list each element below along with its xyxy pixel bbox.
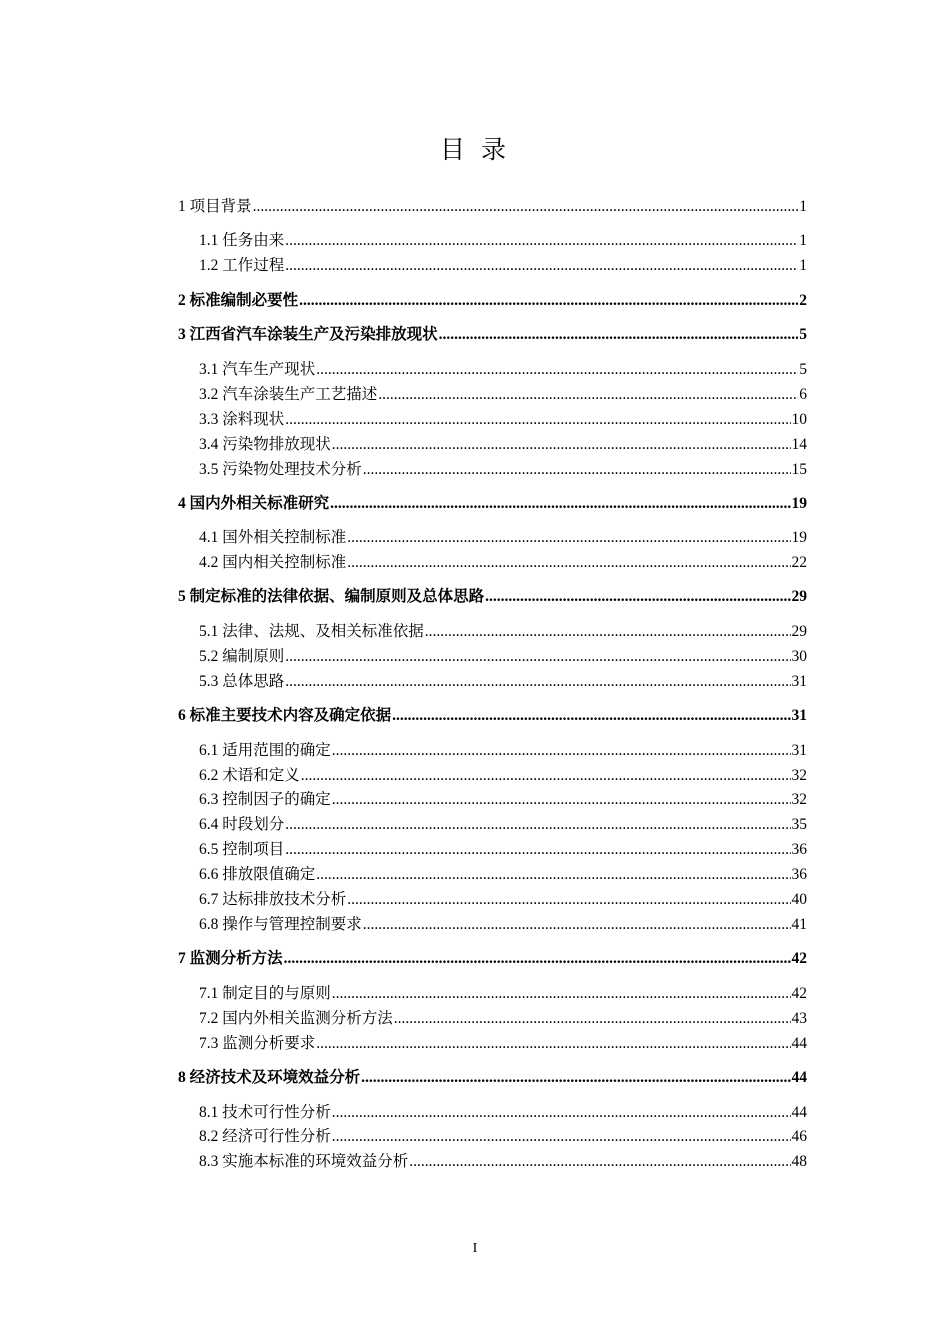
toc-entry-label: 7 监测分析方法 bbox=[178, 950, 283, 967]
toc-dot-leader bbox=[316, 359, 798, 381]
toc-entry-page: 36 bbox=[791, 866, 807, 883]
toc-entry-page: 19 bbox=[791, 495, 807, 512]
toc-dot-leader bbox=[285, 839, 790, 861]
toc-entry[interactable] bbox=[178, 290, 807, 312]
toc-entry-page: 15 bbox=[791, 461, 807, 478]
toc-entry[interactable] bbox=[199, 789, 807, 811]
toc-entry-label: 5.2 编制原则 bbox=[199, 648, 285, 665]
toc-entry[interactable] bbox=[199, 230, 807, 252]
toc-entry-label: 7.1 制定目的与原则 bbox=[199, 985, 331, 1002]
page-number: I bbox=[472, 1241, 478, 1256]
toc-entry-label: 1 项目背景 bbox=[178, 198, 252, 215]
toc-dot-leader bbox=[425, 621, 791, 643]
toc-entry[interactable] bbox=[199, 864, 807, 886]
toc-dot-leader bbox=[301, 765, 791, 787]
toc-entry-label: 1.1 任务由来 bbox=[199, 232, 285, 249]
toc-entry[interactable] bbox=[199, 384, 807, 406]
toc-entry[interactable] bbox=[178, 324, 807, 346]
toc-entry-page: 29 bbox=[791, 588, 807, 605]
toc-entry-page: 30 bbox=[791, 648, 807, 665]
toc-entry-page: 44 bbox=[791, 1069, 807, 1086]
toc-dot-leader bbox=[363, 914, 791, 936]
toc-entry-page: 46 bbox=[791, 1128, 807, 1145]
toc-dot-leader bbox=[332, 1126, 791, 1148]
toc-entry-label: 3.5 污染物处理技术分析 bbox=[199, 461, 362, 478]
toc-entry-label: 7.3 监测分析要求 bbox=[199, 1035, 316, 1052]
toc-entry-page: 31 bbox=[791, 707, 807, 724]
toc-dot-leader bbox=[285, 255, 798, 277]
toc-entry-label: 6.2 术语和定义 bbox=[199, 767, 300, 784]
toc-entry[interactable] bbox=[178, 948, 807, 970]
toc-entry[interactable] bbox=[199, 359, 807, 381]
toc-entry[interactable] bbox=[199, 1033, 807, 1055]
toc-dot-leader bbox=[332, 1102, 791, 1124]
toc-entry-label: 3.2 汽车涂装生产工艺描述 bbox=[199, 386, 378, 403]
toc-entry-page: 22 bbox=[791, 554, 807, 571]
toc-entry[interactable] bbox=[199, 765, 807, 787]
toc-dot-leader bbox=[332, 434, 791, 456]
toc-dot-leader bbox=[332, 740, 791, 762]
toc-entry-page: 42 bbox=[791, 950, 807, 967]
toc-dot-leader bbox=[285, 646, 790, 668]
toc-entry[interactable] bbox=[199, 983, 807, 1005]
toc-dot-leader bbox=[330, 493, 790, 515]
toc-entry[interactable] bbox=[199, 814, 807, 836]
toc-dot-leader bbox=[285, 671, 790, 693]
toc-entry-page: 1 bbox=[799, 198, 807, 215]
toc-title: 目 录 bbox=[440, 135, 510, 164]
toc-entry-label: 8.3 实施本标准的环境效益分析 bbox=[199, 1153, 409, 1170]
toc-entry-label: 3.4 污染物排放现状 bbox=[199, 436, 331, 453]
toc-entry-page: 41 bbox=[791, 916, 807, 933]
toc-dot-leader bbox=[361, 1067, 790, 1089]
toc-entry-page: 6 bbox=[799, 386, 807, 403]
toc-entry-page: 35 bbox=[791, 816, 807, 833]
toc-entry-page: 32 bbox=[791, 767, 807, 784]
toc-entry[interactable] bbox=[178, 493, 807, 515]
toc-entry-page: 5 bbox=[799, 326, 807, 343]
toc-entry-page: 2 bbox=[799, 292, 807, 309]
toc-entry-label: 6.3 控制因子的确定 bbox=[199, 791, 331, 808]
toc-entry-label: 3.3 涂料现状 bbox=[199, 411, 285, 428]
toc-entry-page: 5 bbox=[799, 361, 807, 378]
toc-dot-leader bbox=[409, 1151, 790, 1173]
toc-entry[interactable] bbox=[199, 409, 807, 431]
toc-entry-label: 5.3 总体思路 bbox=[199, 673, 285, 690]
toc-dot-leader bbox=[394, 1008, 791, 1030]
toc-entry-page: 19 bbox=[791, 529, 807, 546]
toc-dot-leader bbox=[347, 552, 790, 574]
toc-entry-page: 44 bbox=[791, 1035, 807, 1052]
toc-entry[interactable] bbox=[178, 705, 807, 727]
toc-entry-label: 8 经济技术及环境效益分析 bbox=[178, 1069, 361, 1086]
toc-entry-label: 4.2 国内相关控制标准 bbox=[199, 554, 347, 571]
toc-entry-page: 44 bbox=[791, 1104, 807, 1121]
toc-entry-label: 6 标准主要技术内容及确定依据 bbox=[178, 707, 392, 724]
toc-entry[interactable] bbox=[199, 459, 807, 481]
toc-entry-label: 6.7 达标排放技术分析 bbox=[199, 891, 347, 908]
toc-entry[interactable] bbox=[199, 1126, 807, 1148]
toc-entry[interactable] bbox=[199, 434, 807, 456]
toc-dot-leader bbox=[285, 230, 798, 252]
toc-entry[interactable] bbox=[199, 621, 807, 643]
toc-entry-label: 6.6 排放限值确定 bbox=[199, 866, 316, 883]
toc-dot-leader bbox=[299, 290, 798, 312]
toc-dot-leader bbox=[347, 527, 790, 549]
toc-entry[interactable] bbox=[199, 1008, 807, 1030]
toc-entry-label: 5.1 法律、法规、及相关标准依据 bbox=[199, 623, 424, 640]
toc-entry-label: 6.1 适用范围的确定 bbox=[199, 742, 331, 759]
toc-entry-label: 6.8 操作与管理控制要求 bbox=[199, 916, 362, 933]
toc-entry-page: 31 bbox=[791, 673, 807, 690]
toc-entry-label: 3 江西省汽车涂装生产及污染排放现状 bbox=[178, 326, 438, 343]
toc-entry[interactable] bbox=[178, 1067, 807, 1089]
toc-entry[interactable] bbox=[199, 839, 807, 861]
toc-dot-leader bbox=[485, 586, 790, 608]
toc-entry-label: 3.1 汽车生产现状 bbox=[199, 361, 316, 378]
toc-entry-label: 7.2 国内外相关监测分析方法 bbox=[199, 1010, 393, 1027]
toc-entry[interactable] bbox=[199, 671, 807, 693]
toc-entry-label: 1.2 工作过程 bbox=[199, 257, 285, 274]
toc-dot-leader bbox=[363, 459, 791, 481]
toc-entry[interactable] bbox=[178, 586, 807, 608]
toc-dot-leader bbox=[253, 196, 799, 218]
toc-dot-leader bbox=[332, 983, 791, 1005]
toc-entry[interactable] bbox=[199, 527, 807, 549]
toc-dot-leader bbox=[332, 789, 791, 811]
toc-entry[interactable] bbox=[199, 1151, 807, 1173]
toc-entry[interactable] bbox=[199, 914, 807, 936]
toc-entry-label: 6.4 时段划分 bbox=[199, 816, 285, 833]
toc-dot-leader bbox=[378, 384, 798, 406]
toc-entry-page: 40 bbox=[791, 891, 807, 908]
toc-entry-page: 43 bbox=[791, 1010, 807, 1027]
toc-entry-label: 8.2 经济可行性分析 bbox=[199, 1128, 331, 1145]
toc-entry-label: 5 制定标准的法律依据、编制原则及总体思路 bbox=[178, 588, 485, 605]
toc-entry[interactable] bbox=[199, 889, 807, 911]
toc-dot-leader bbox=[285, 409, 790, 431]
toc-entry-page: 36 bbox=[791, 841, 807, 858]
toc-entry-page: 42 bbox=[791, 985, 807, 1002]
toc-entry[interactable] bbox=[199, 1102, 807, 1124]
toc-entry-page: 31 bbox=[791, 742, 807, 759]
toc-entry-page: 1 bbox=[799, 257, 807, 274]
toc-dot-leader bbox=[285, 814, 790, 836]
toc-entry-page: 32 bbox=[791, 791, 807, 808]
toc-entry[interactable] bbox=[199, 740, 807, 762]
toc-entry-label: 4.1 国外相关控制标准 bbox=[199, 529, 347, 546]
toc-entry[interactable] bbox=[199, 552, 807, 574]
toc-entry-label: 8.1 技术可行性分析 bbox=[199, 1104, 331, 1121]
toc-entry[interactable] bbox=[178, 196, 807, 218]
toc-entry-label: 6.5 控制项目 bbox=[199, 841, 285, 858]
toc-dot-leader bbox=[316, 1033, 790, 1055]
toc-entry-page: 29 bbox=[791, 623, 807, 640]
toc-entry-page: 10 bbox=[791, 411, 807, 428]
toc-entry-page: 48 bbox=[791, 1153, 807, 1170]
toc-entry[interactable] bbox=[199, 646, 807, 668]
toc-entry[interactable] bbox=[199, 255, 807, 277]
toc-dot-leader bbox=[284, 948, 791, 970]
toc-dot-leader bbox=[316, 864, 790, 886]
toc-entry-label: 4 国内外相关标准研究 bbox=[178, 495, 330, 512]
toc-entry-label: 2 标准编制必要性 bbox=[178, 292, 299, 309]
toc-entry-page: 1 bbox=[799, 232, 807, 249]
toc-dot-leader bbox=[392, 705, 790, 727]
toc-dot-leader bbox=[439, 324, 799, 346]
toc-dot-leader bbox=[347, 889, 790, 911]
toc-entry-page: 14 bbox=[791, 436, 807, 453]
